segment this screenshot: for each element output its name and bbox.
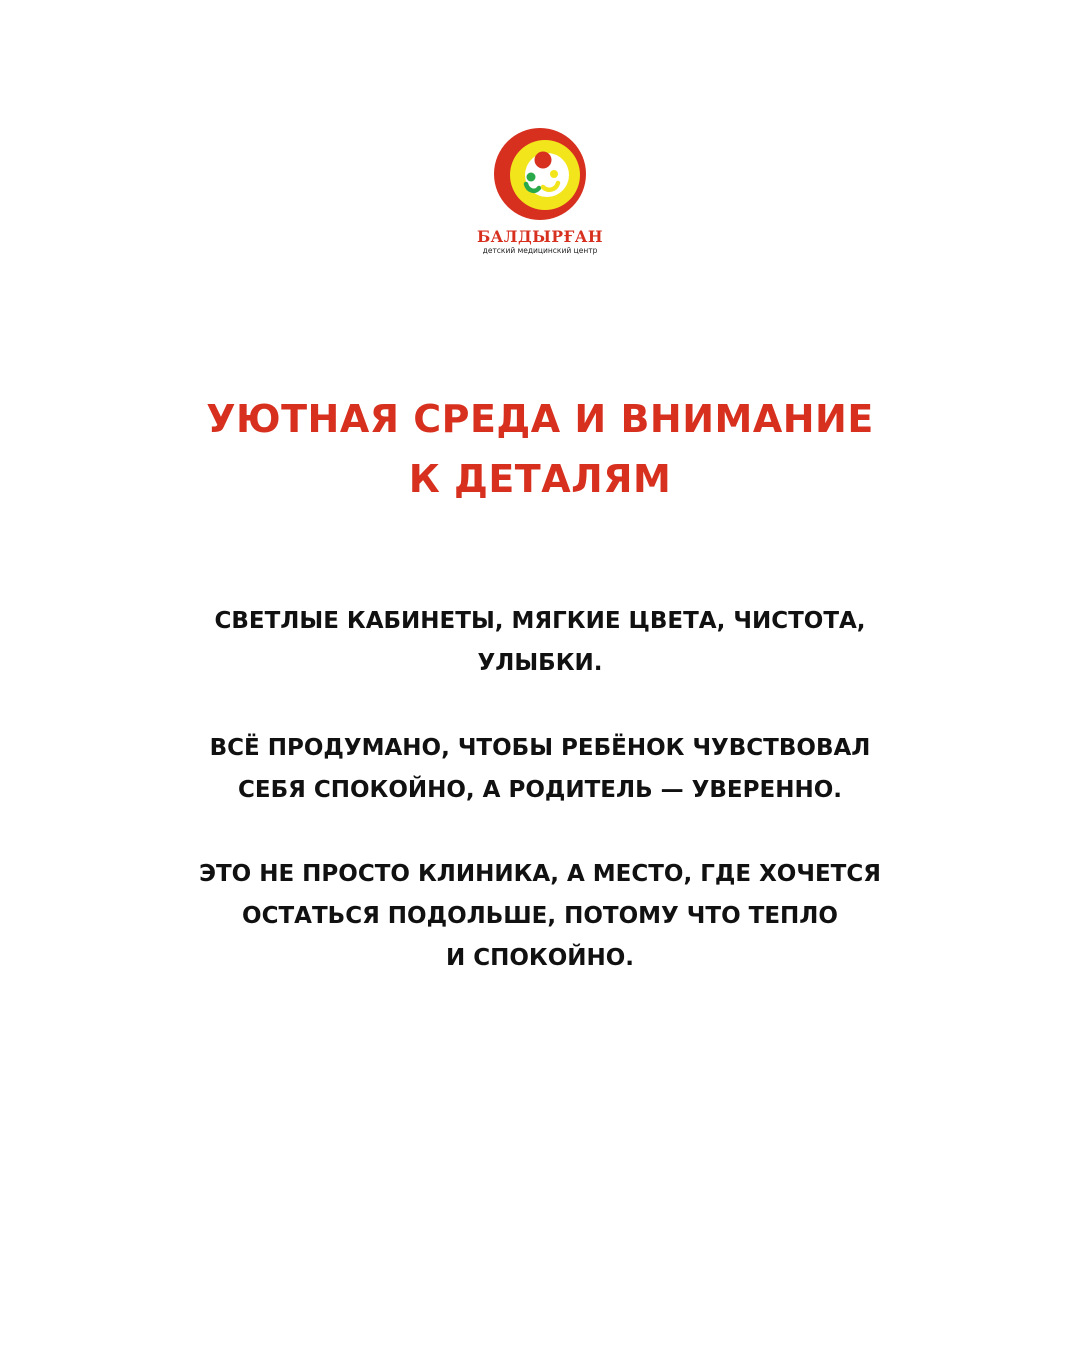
headline-line: К ДЕТАЛЯМ xyxy=(408,457,672,501)
paragraph-line: УЛЫБКИ. xyxy=(477,650,603,676)
paragraph-line: СЕБЯ СПОКОЙНО, А РОДИТЕЛЬ — УВЕРЕННО. xyxy=(238,777,842,803)
clinic-logo xyxy=(440,122,640,272)
paragraph-line: ВСЁ ПРОДУМАНО, ЧТОБЫ РЕБЁНОК ЧУВСТВОВАЛ xyxy=(209,735,871,761)
paragraph-line: СВЕТЛЫЕ КАБИНЕТЫ, МЯГКИЕ ЦВЕТА, ЧИСТОТА, xyxy=(214,608,866,634)
paragraph-comfort xyxy=(0,727,1080,811)
brand-name: БАЛДЫРҒАН xyxy=(476,227,604,246)
brand-subtitle: детский медицинский центр xyxy=(482,246,598,255)
paragraph-place xyxy=(0,853,1080,979)
paragraph-line: ОСТАТЬСЯ ПОДОЛЬШЕ, ПОТОМУ ЧТО ТЕПЛО xyxy=(242,903,838,929)
headline xyxy=(0,389,1080,509)
headline-line: УЮТНАЯ СРЕДА И ВНИМАНИЕ xyxy=(206,397,874,441)
paragraph-line: И СПОКОЙНО. xyxy=(445,945,635,971)
paragraph-rooms xyxy=(0,600,1080,684)
paragraph-line: ЭТО НЕ ПРОСТО КЛИНИКА, А МЕСТО, ГДЕ ХОЧЕТСЯ xyxy=(199,861,881,887)
logo-emblem-icon xyxy=(485,122,595,226)
